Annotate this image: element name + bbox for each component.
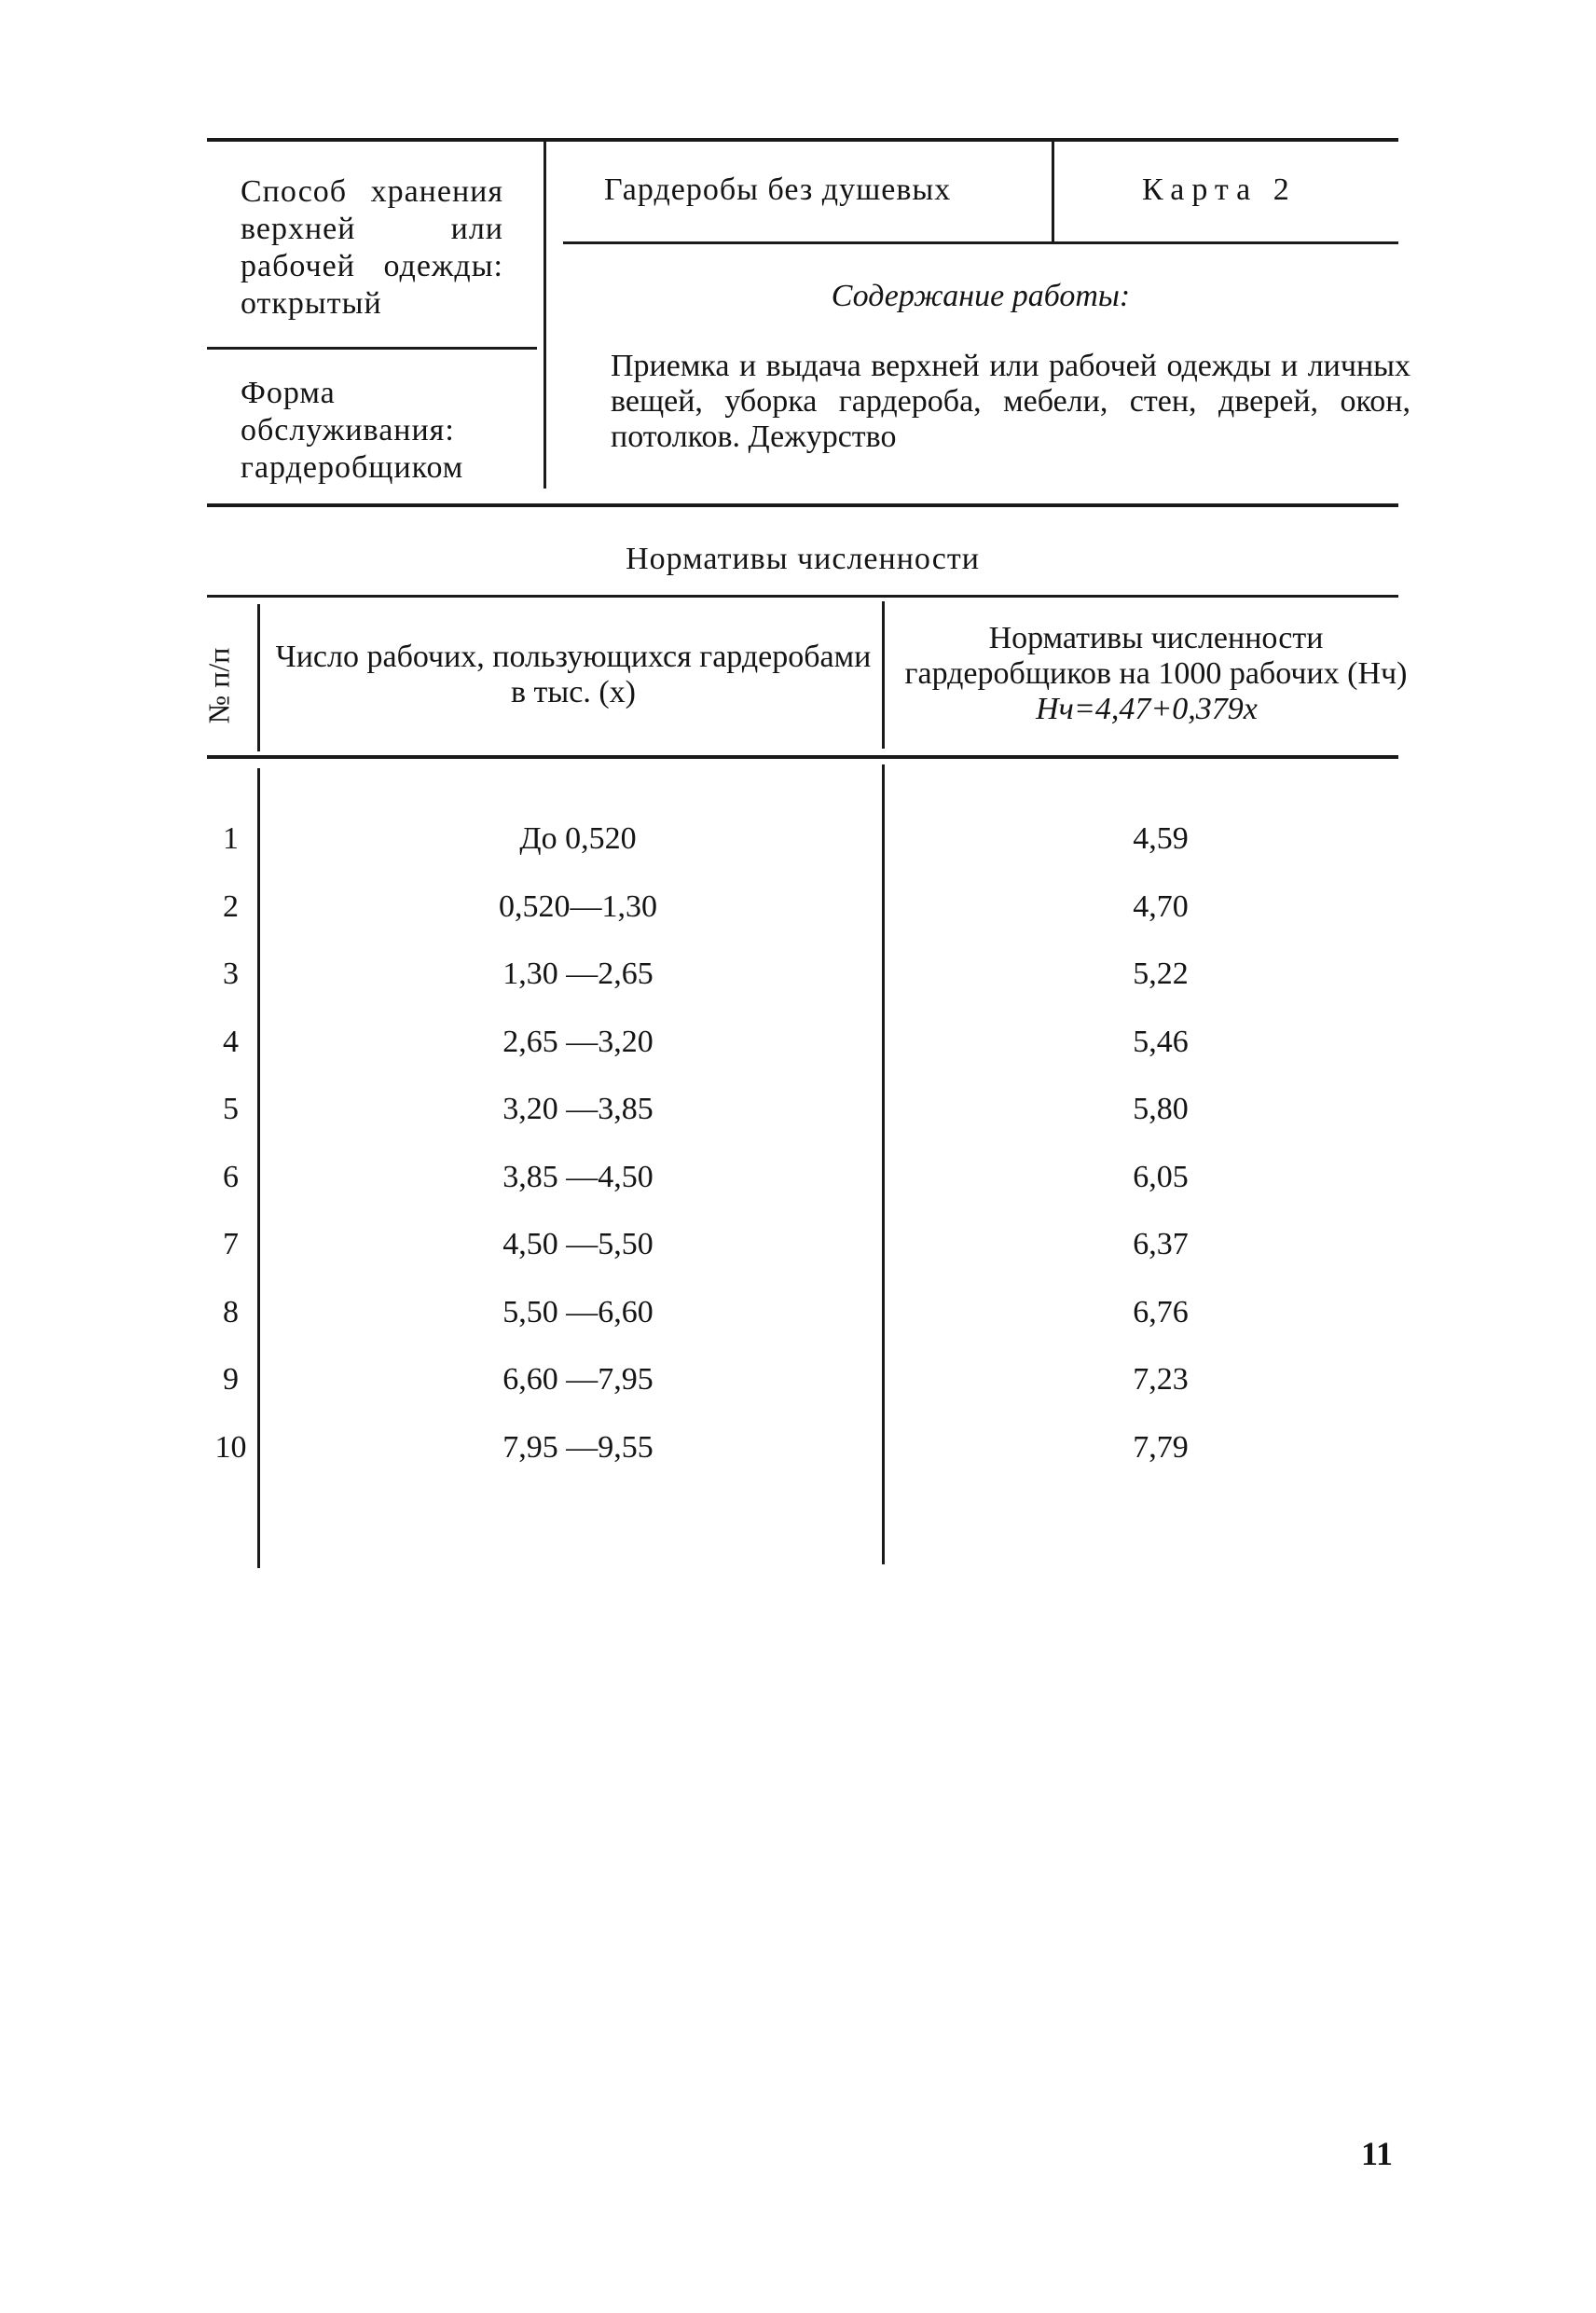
header-vertical-divider [543, 142, 546, 489]
page-number: 11 [1361, 2135, 1394, 2172]
row-workers-range: 0,520—1,30 [499, 888, 657, 924]
table-row [0, 1292, 1596, 1333]
row-norm-value: 4,59 [1133, 821, 1189, 856]
row-norm-value: 7,79 [1133, 1429, 1189, 1465]
row-number: 7 [223, 1227, 239, 1261]
row-norm-value: 6,37 [1133, 1227, 1189, 1261]
card-number: Карта 2 [1142, 172, 1297, 207]
row-norm-value: 5,46 [1133, 1024, 1189, 1059]
table-row [0, 1359, 1596, 1400]
row-norm-value: 6,05 [1133, 1159, 1189, 1194]
row-workers-range: 4,50 —5,50 [502, 1227, 654, 1261]
section-title: Гардеробы без душевых [604, 172, 952, 207]
storage-method-text: Способ хранения верхней или рабочей одежды: открытый [241, 174, 503, 321]
table-header-rule [207, 755, 1398, 759]
left-block-separator [207, 347, 537, 350]
row-number: 9 [223, 1362, 239, 1397]
service-form-text: Форма обслуживания: гардеробщиком [241, 376, 464, 485]
content-heading: Содержание работы: [831, 279, 1131, 313]
row-workers-range: До 0,520 [519, 821, 637, 856]
row-number: 3 [223, 957, 239, 991]
row-number: 6 [223, 1159, 239, 1194]
title-underline [563, 241, 1398, 244]
col-header-workers: Число рабочих, пользующихся гардеробами в тыс. (x) [275, 640, 872, 709]
row-number: 10 [214, 1429, 247, 1465]
row-norm-value: 5,22 [1133, 957, 1189, 991]
table-title: Нормативы численности [626, 542, 980, 576]
table-top-rule [207, 595, 1398, 598]
row-norm-value: 5,80 [1133, 1092, 1189, 1126]
row-norm-value: 7,23 [1133, 1362, 1189, 1397]
table-row [0, 1022, 1596, 1063]
col-header-num: № п/п [201, 647, 236, 723]
header-bottom-rule [207, 503, 1398, 507]
table-row [0, 1427, 1596, 1468]
top-rule [207, 138, 1398, 142]
col-header-norm: Нормативы численности гардеробщиков на 1000 рабочих (Hч) [904, 621, 1408, 691]
row-workers-range: 6,60 —7,95 [502, 1362, 654, 1397]
row-number: 2 [223, 888, 239, 924]
row-workers-range: 3,85 —4,50 [502, 1159, 654, 1194]
row-workers-range: 7,95 —9,55 [502, 1429, 654, 1465]
row-workers-range: 2,65 —3,20 [502, 1024, 654, 1059]
row-number: 1 [223, 821, 239, 856]
row-number: 8 [223, 1294, 239, 1329]
row-number: 5 [223, 1092, 239, 1126]
title-card-divider [1052, 142, 1054, 242]
content-text: Приемка и выдача верхней или рабочей одежды и личных вещей, уборка гардероба, мебели, стен, дверей, окон, потолков. Дежурство [611, 349, 1410, 454]
table-row [0, 1157, 1596, 1198]
table-row [0, 819, 1596, 860]
table-row [0, 1089, 1596, 1130]
col-header-formula: Hч=4,47+0,379x [1036, 692, 1258, 726]
row-workers-range: 3,20 —3,85 [502, 1092, 654, 1126]
table-row [0, 1224, 1596, 1265]
row-workers-range: 1,30 —2,65 [502, 957, 654, 991]
col-divider-2-head [882, 601, 885, 749]
row-number: 4 [223, 1024, 239, 1059]
row-norm-value: 6,76 [1133, 1294, 1189, 1329]
table-row [0, 954, 1596, 995]
row-norm-value: 4,70 [1133, 888, 1189, 924]
row-workers-range: 5,50 —6,60 [502, 1294, 654, 1329]
table-row [0, 887, 1596, 928]
